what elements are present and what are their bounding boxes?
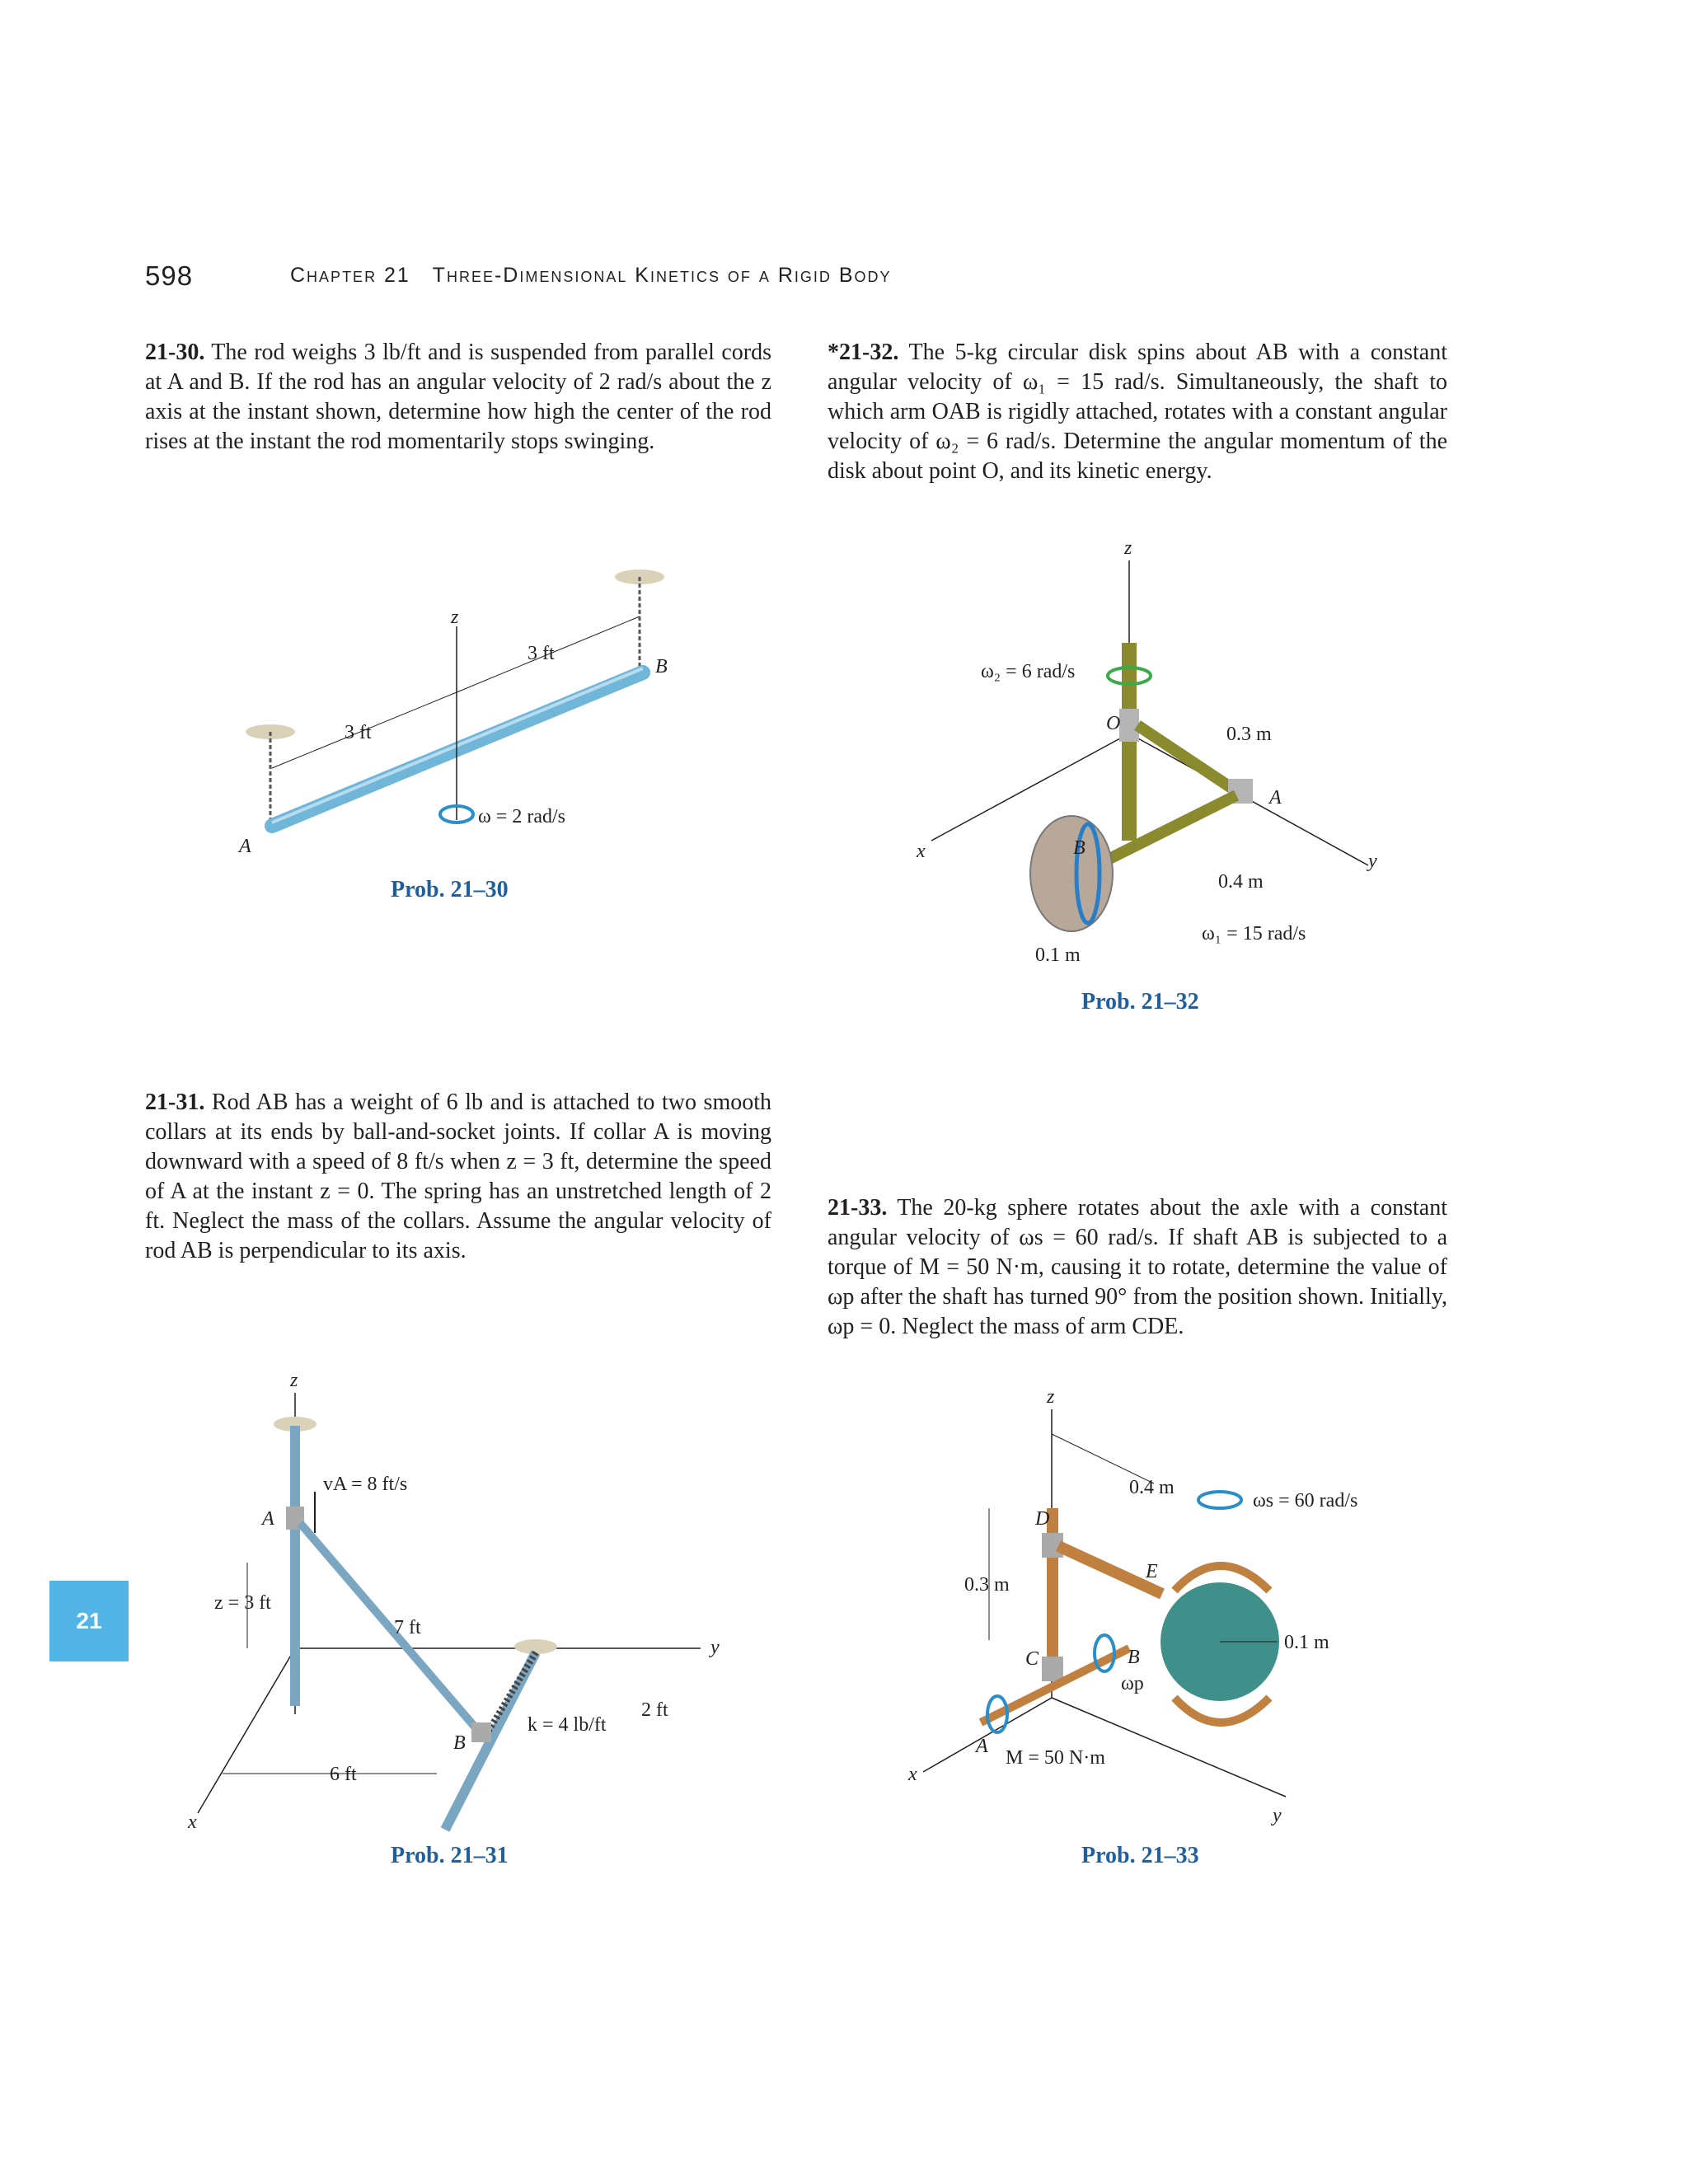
point-b-label: B	[655, 656, 668, 677]
problem-number: 21-33.	[828, 1195, 888, 1221]
y-label: y	[710, 1637, 720, 1658]
problem-21-32	[828, 338, 1447, 486]
problem-text: The 5-kg circular disk spins about AB with a constant angular velocity of ω₁ = 15 rad/s. Simultaneously, the shaft to which arm OAB is rigidly attached, rotates with a constant angular velocity of ω₂ = 6 rad/s. Determine the angular momentum of the disk about point O, and its kinetic energy.	[828, 340, 1448, 484]
problem-21-33	[828, 1193, 1447, 1342]
torque-label: M = 50 N·m	[1006, 1747, 1105, 1769]
x-label: x	[908, 1764, 917, 1785]
dim-04-line	[1052, 1434, 1154, 1483]
dim-04-label: 0.4 m	[1129, 1477, 1175, 1498]
figure-21-33	[890, 1385, 1418, 1830]
collar-c	[1042, 1657, 1063, 1681]
point-o-label: O	[1106, 713, 1121, 734]
collar-o	[1119, 709, 1139, 742]
point-a-label: A	[1269, 787, 1282, 808]
problem-number: 21-30.	[145, 340, 205, 365]
z-dim-label: z = 3 ft	[214, 1592, 271, 1614]
problem-21-30	[145, 338, 771, 457]
dim-left-label: 3 ft	[345, 722, 372, 743]
problem-text: The rod weighs 3 lb/ft and is suspended from parallel cords at A and B. If the rod has an angular velocity of 2 rad/s about the z axis at the instant shown, determine how high the center of the rod rises at the instant the rod momentarily stops swinging.	[145, 340, 771, 454]
figure-21-30	[214, 552, 709, 865]
z-label: z	[451, 607, 459, 628]
va-label: vA = 8 ft/s	[323, 1474, 408, 1495]
omega-s-label: ωs = 60 rad/s	[1253, 1490, 1358, 1511]
omega1-label: ω₁ = 15 rad/s	[1202, 923, 1306, 944]
yoke-bottom	[1175, 1698, 1269, 1722]
point-d-label: D	[1035, 1508, 1050, 1530]
problem-text: Rod AB has a weight of 6 lb and is attached to two smooth collars at its ends by ball-and-socket joints. If collar A is moving downward with a speed of 8 ft/s when z = 3 ft, determine the speed of A at the instant z = 0. The spring has an unstretched length of 2 ft. Neglect the mass of the collars. Assume the angular velocity of rod AB is perpendicular to its axis.	[145, 1090, 772, 1263]
radius-label: 0.1 m	[1035, 944, 1081, 966]
chapter-label: Chapter 21	[290, 264, 410, 287]
point-a-label: A	[976, 1736, 988, 1757]
omega-p-label: ωp	[1121, 1673, 1144, 1694]
chapter-heading	[290, 264, 892, 288]
problem-text: The 20-kg sphere rotates about the axle with a constant angular velocity of ωs = 60 rad/s. If shaft AB is subjected to a torque of M = 50 N·m, causing it to rotate, determine the value of ωp after the shaft has turned 90° from the position shown. Initially, ωp = 0. Neglect the mass of arm CDE.	[828, 1195, 1447, 1339]
x-label: x	[917, 841, 926, 862]
two-ft-label: 2 ft	[641, 1699, 668, 1721]
arm-ab	[1096, 795, 1236, 865]
dim-03-label: 0.3 m	[964, 1574, 1010, 1596]
point-b-label: B	[1073, 837, 1085, 859]
dim-03-label: 0.3 m	[1226, 724, 1272, 745]
point-a-label: A	[239, 836, 251, 857]
y-label: y	[1273, 1805, 1282, 1826]
x-label: x	[188, 1811, 197, 1833]
dim-04-label: 0.4 m	[1218, 871, 1264, 893]
figure-21-32	[890, 527, 1418, 972]
point-b-label: B	[453, 1732, 466, 1754]
chapter-title: Three-Dimensional Kinetics of a Rigid Body	[432, 264, 892, 287]
omega2-label: ω₂ = 6 rad/s	[981, 661, 1076, 682]
chapter-tab: 21	[49, 1581, 129, 1661]
point-e-label: E	[1146, 1561, 1158, 1582]
z-label: z	[290, 1370, 298, 1391]
collar-b	[471, 1722, 491, 1742]
dim-right-label: 3 ft	[528, 643, 555, 664]
y-label: y	[1368, 851, 1377, 872]
problem-number: *21-32.	[828, 340, 899, 365]
rod	[272, 673, 643, 826]
point-b-label: B	[1128, 1647, 1140, 1668]
caption-21-32: Prob. 21–32	[1081, 989, 1199, 1015]
rod-ab	[300, 1523, 478, 1731]
problem-number: 21-31.	[145, 1090, 205, 1115]
problem-21-31	[145, 1088, 771, 1266]
point-c-label: C	[1025, 1648, 1039, 1670]
omega-s-arrow-icon	[1198, 1492, 1241, 1508]
x-axis	[198, 1648, 295, 1813]
point-a-label: A	[262, 1508, 274, 1530]
vertical-guide	[290, 1426, 300, 1706]
radius-label: 0.1 m	[1284, 1632, 1329, 1653]
rod-length-label: 7 ft	[394, 1617, 421, 1638]
six-ft-label: 6 ft	[330, 1764, 357, 1785]
spring-constant-label: k = 4 lb/ft	[528, 1714, 607, 1736]
wall-mount	[514, 1639, 557, 1654]
page-number: 598	[145, 260, 194, 291]
arm-oa	[1137, 725, 1236, 791]
caption-21-30: Prob. 21–30	[391, 877, 509, 902]
omega-label: ω = 2 rad/s	[478, 806, 565, 827]
caption-21-31: Prob. 21–31	[391, 1843, 509, 1868]
z-label: z	[1047, 1386, 1055, 1408]
z-label: z	[1124, 537, 1132, 559]
figure-21-31	[173, 1368, 750, 1838]
x-axis	[931, 733, 1129, 841]
caption-21-33: Prob. 21–33	[1081, 1843, 1199, 1868]
